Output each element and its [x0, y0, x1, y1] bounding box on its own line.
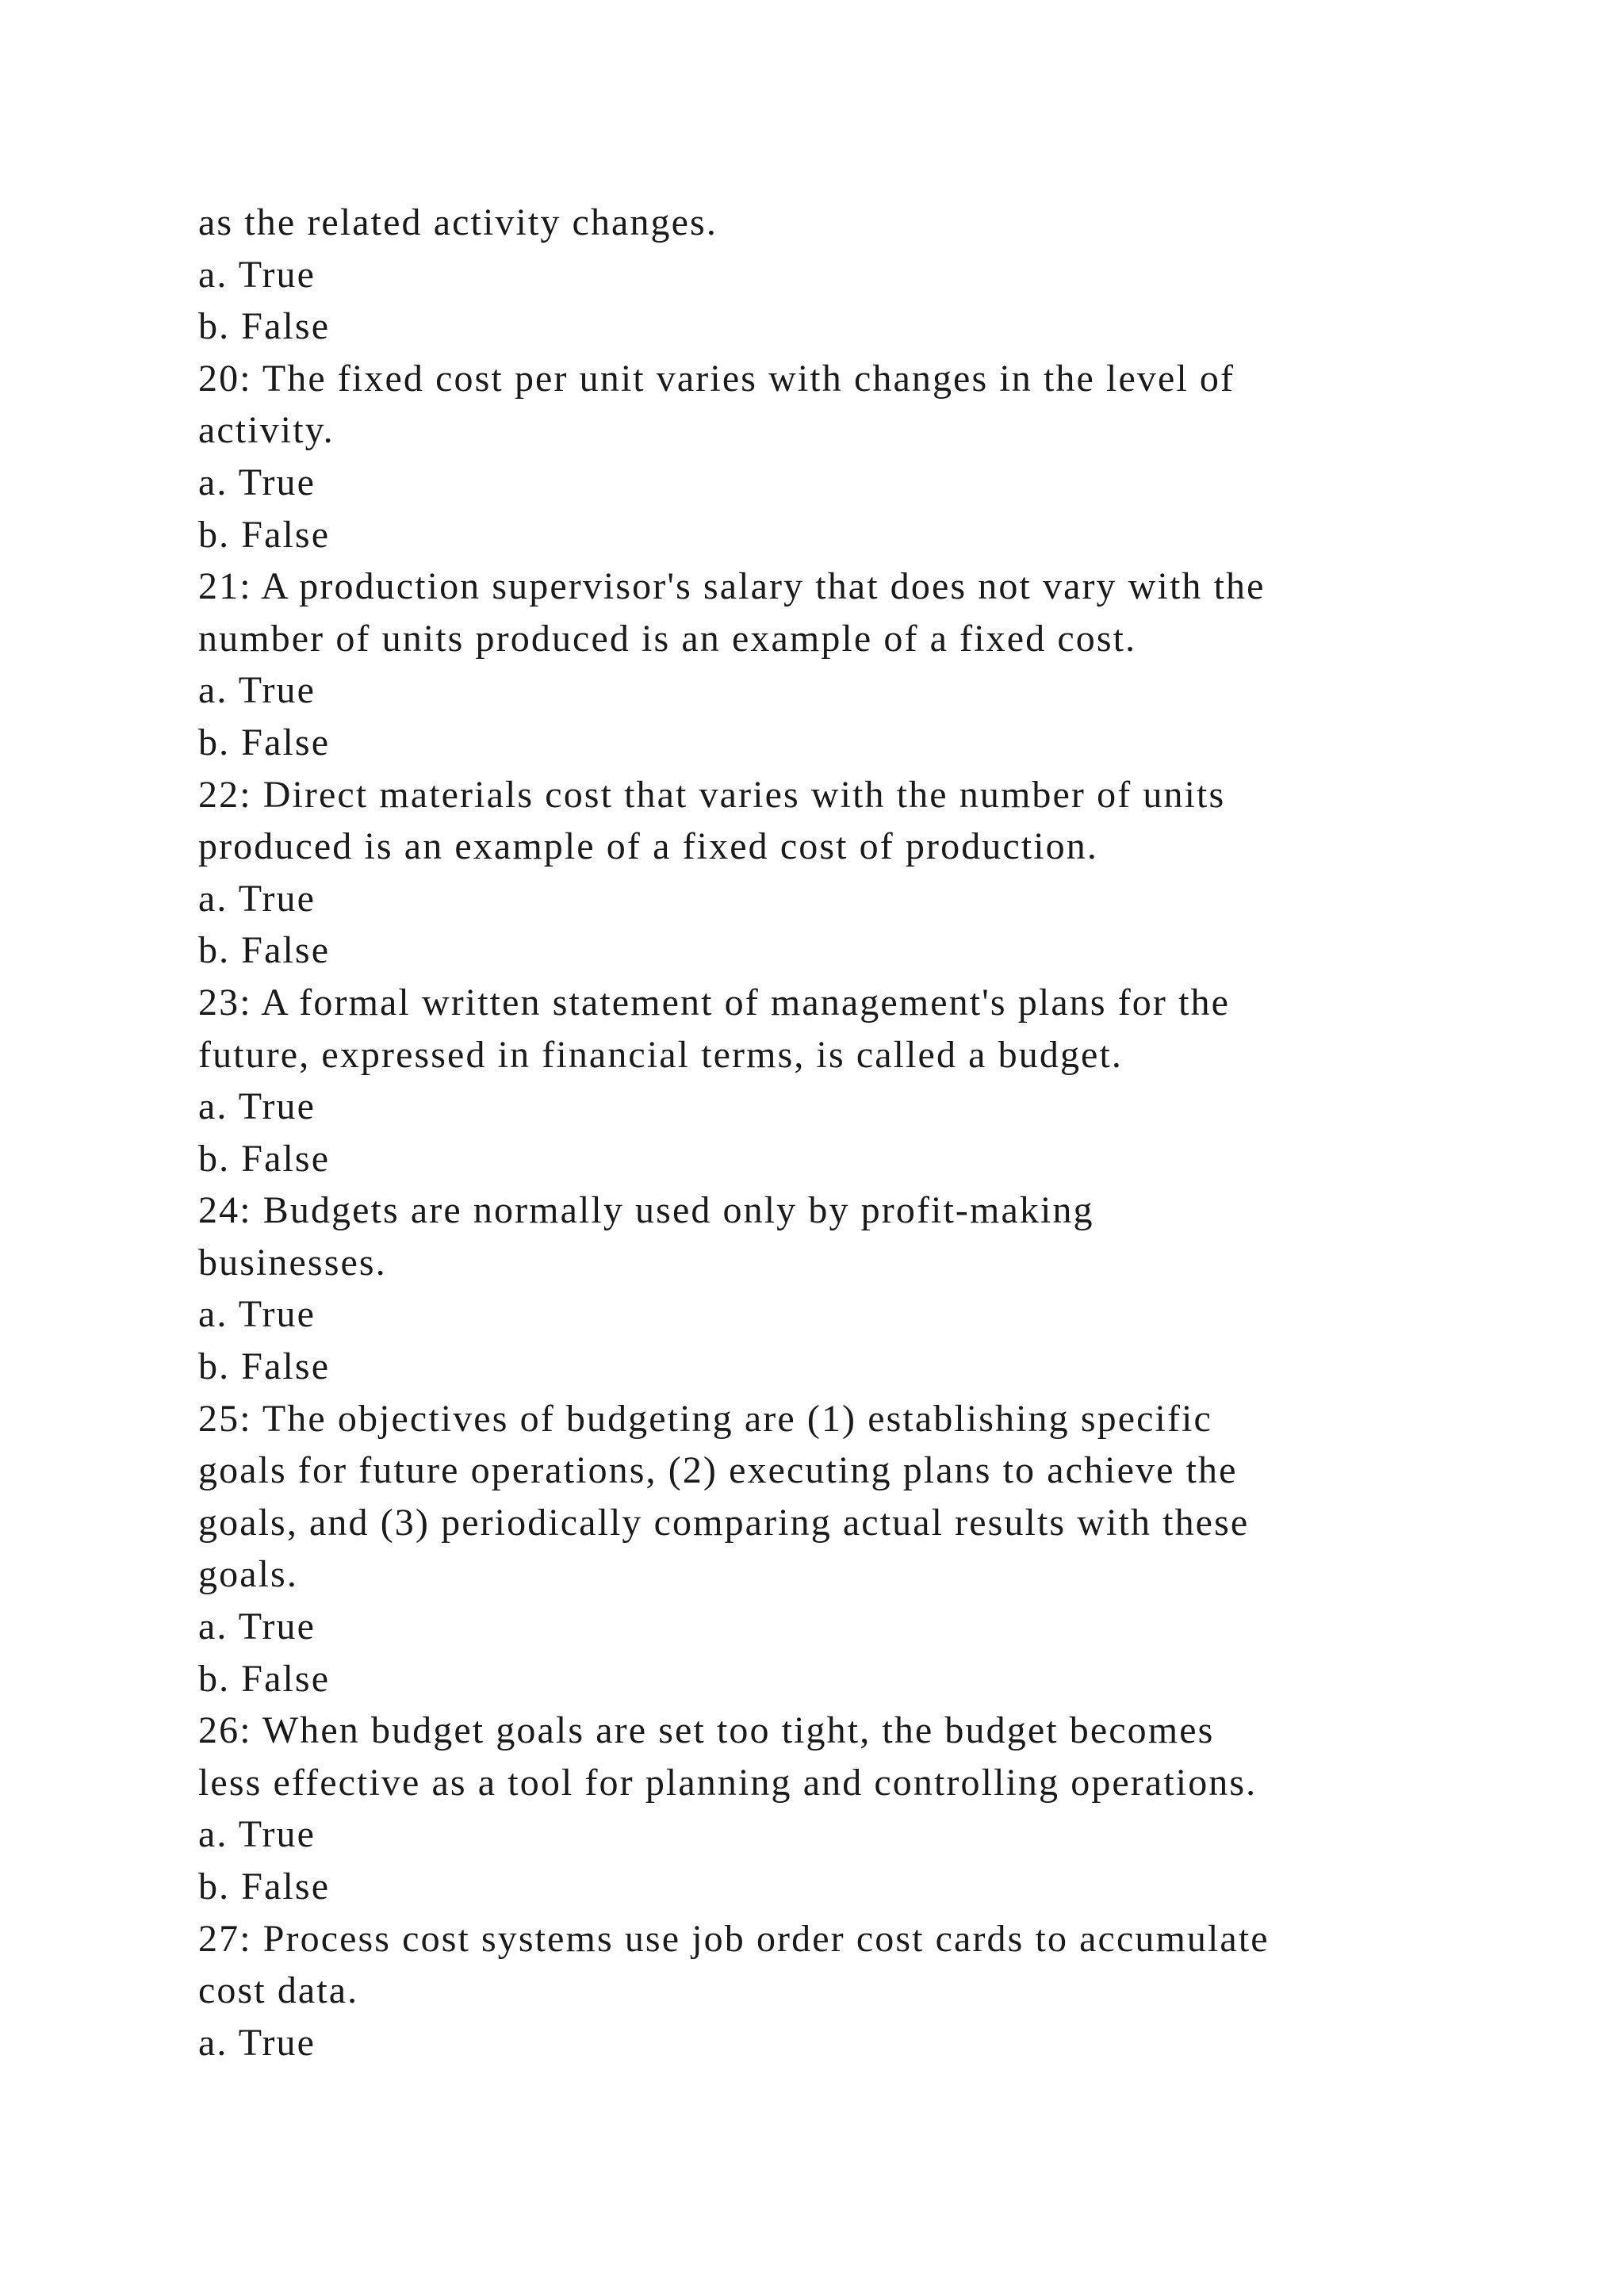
option-true: a. True	[198, 1293, 316, 1336]
question-continuation: as the related activity changes.	[198, 201, 718, 243]
question-25-continuation: goals, and (3) periodically comparing actual results with these	[198, 1501, 1250, 1544]
question-24-continuation: businesses.	[198, 1241, 387, 1284]
question-27: 27: Process cost systems use job order cost cards to accumulate	[198, 1917, 1270, 1960]
option-false: b. False	[198, 929, 331, 972]
option-true: a. True	[198, 1605, 316, 1648]
question-20: 20: The fixed cost per unit varies with changes in the level of	[198, 357, 1235, 400]
document-body	[198, 197, 1435, 2068]
option-true: a. True	[198, 1813, 316, 1856]
question-20-continuation: activity.	[198, 409, 335, 452]
question-23-continuation: future, expressed in financial terms, is called a budget.	[198, 1033, 1123, 1076]
option-true: a. True	[198, 669, 316, 712]
option-true: a. True	[198, 877, 316, 920]
option-false: b. False	[198, 721, 331, 763]
question-23: 23: A formal written statement of management's plans for the	[198, 981, 1231, 1024]
question-21-continuation: number of units produced is an example of a fixed cost.	[198, 617, 1137, 660]
option-true: a. True	[198, 461, 316, 503]
option-true: a. True	[198, 2021, 316, 2064]
option-false: b. False	[198, 305, 331, 348]
question-25-continuation: goals for future operations, (2) executing plans to achieve the	[198, 1449, 1238, 1492]
option-true: a. True	[198, 1085, 316, 1128]
option-false: b. False	[198, 1657, 331, 1700]
question-22: 22: Direct materials cost that varies with the number of units	[198, 773, 1226, 816]
option-false: b. False	[198, 1345, 331, 1388]
option-true: a. True	[198, 253, 316, 296]
question-26: 26: When budget goals are set too tight, the budget becomes	[198, 1709, 1215, 1752]
question-22-continuation: produced is an example of a fixed cost of production.	[198, 825, 1098, 868]
question-24: 24: Budgets are normally used only by profit-making	[198, 1189, 1094, 1232]
question-27-continuation: cost data.	[198, 1969, 359, 2012]
question-25: 25: The objectives of budgeting are (1) establishing specific	[198, 1397, 1212, 1440]
option-false: b. False	[198, 1137, 331, 1180]
option-false: b. False	[198, 1866, 331, 1908]
option-false: b. False	[198, 513, 331, 556]
question-25-continuation: goals.	[198, 1553, 298, 1596]
question-21: 21: A production supervisor's salary that does not vary with the	[198, 565, 1266, 608]
question-26-continuation: less effective as a tool for planning and controlling operations.	[198, 1761, 1258, 1804]
